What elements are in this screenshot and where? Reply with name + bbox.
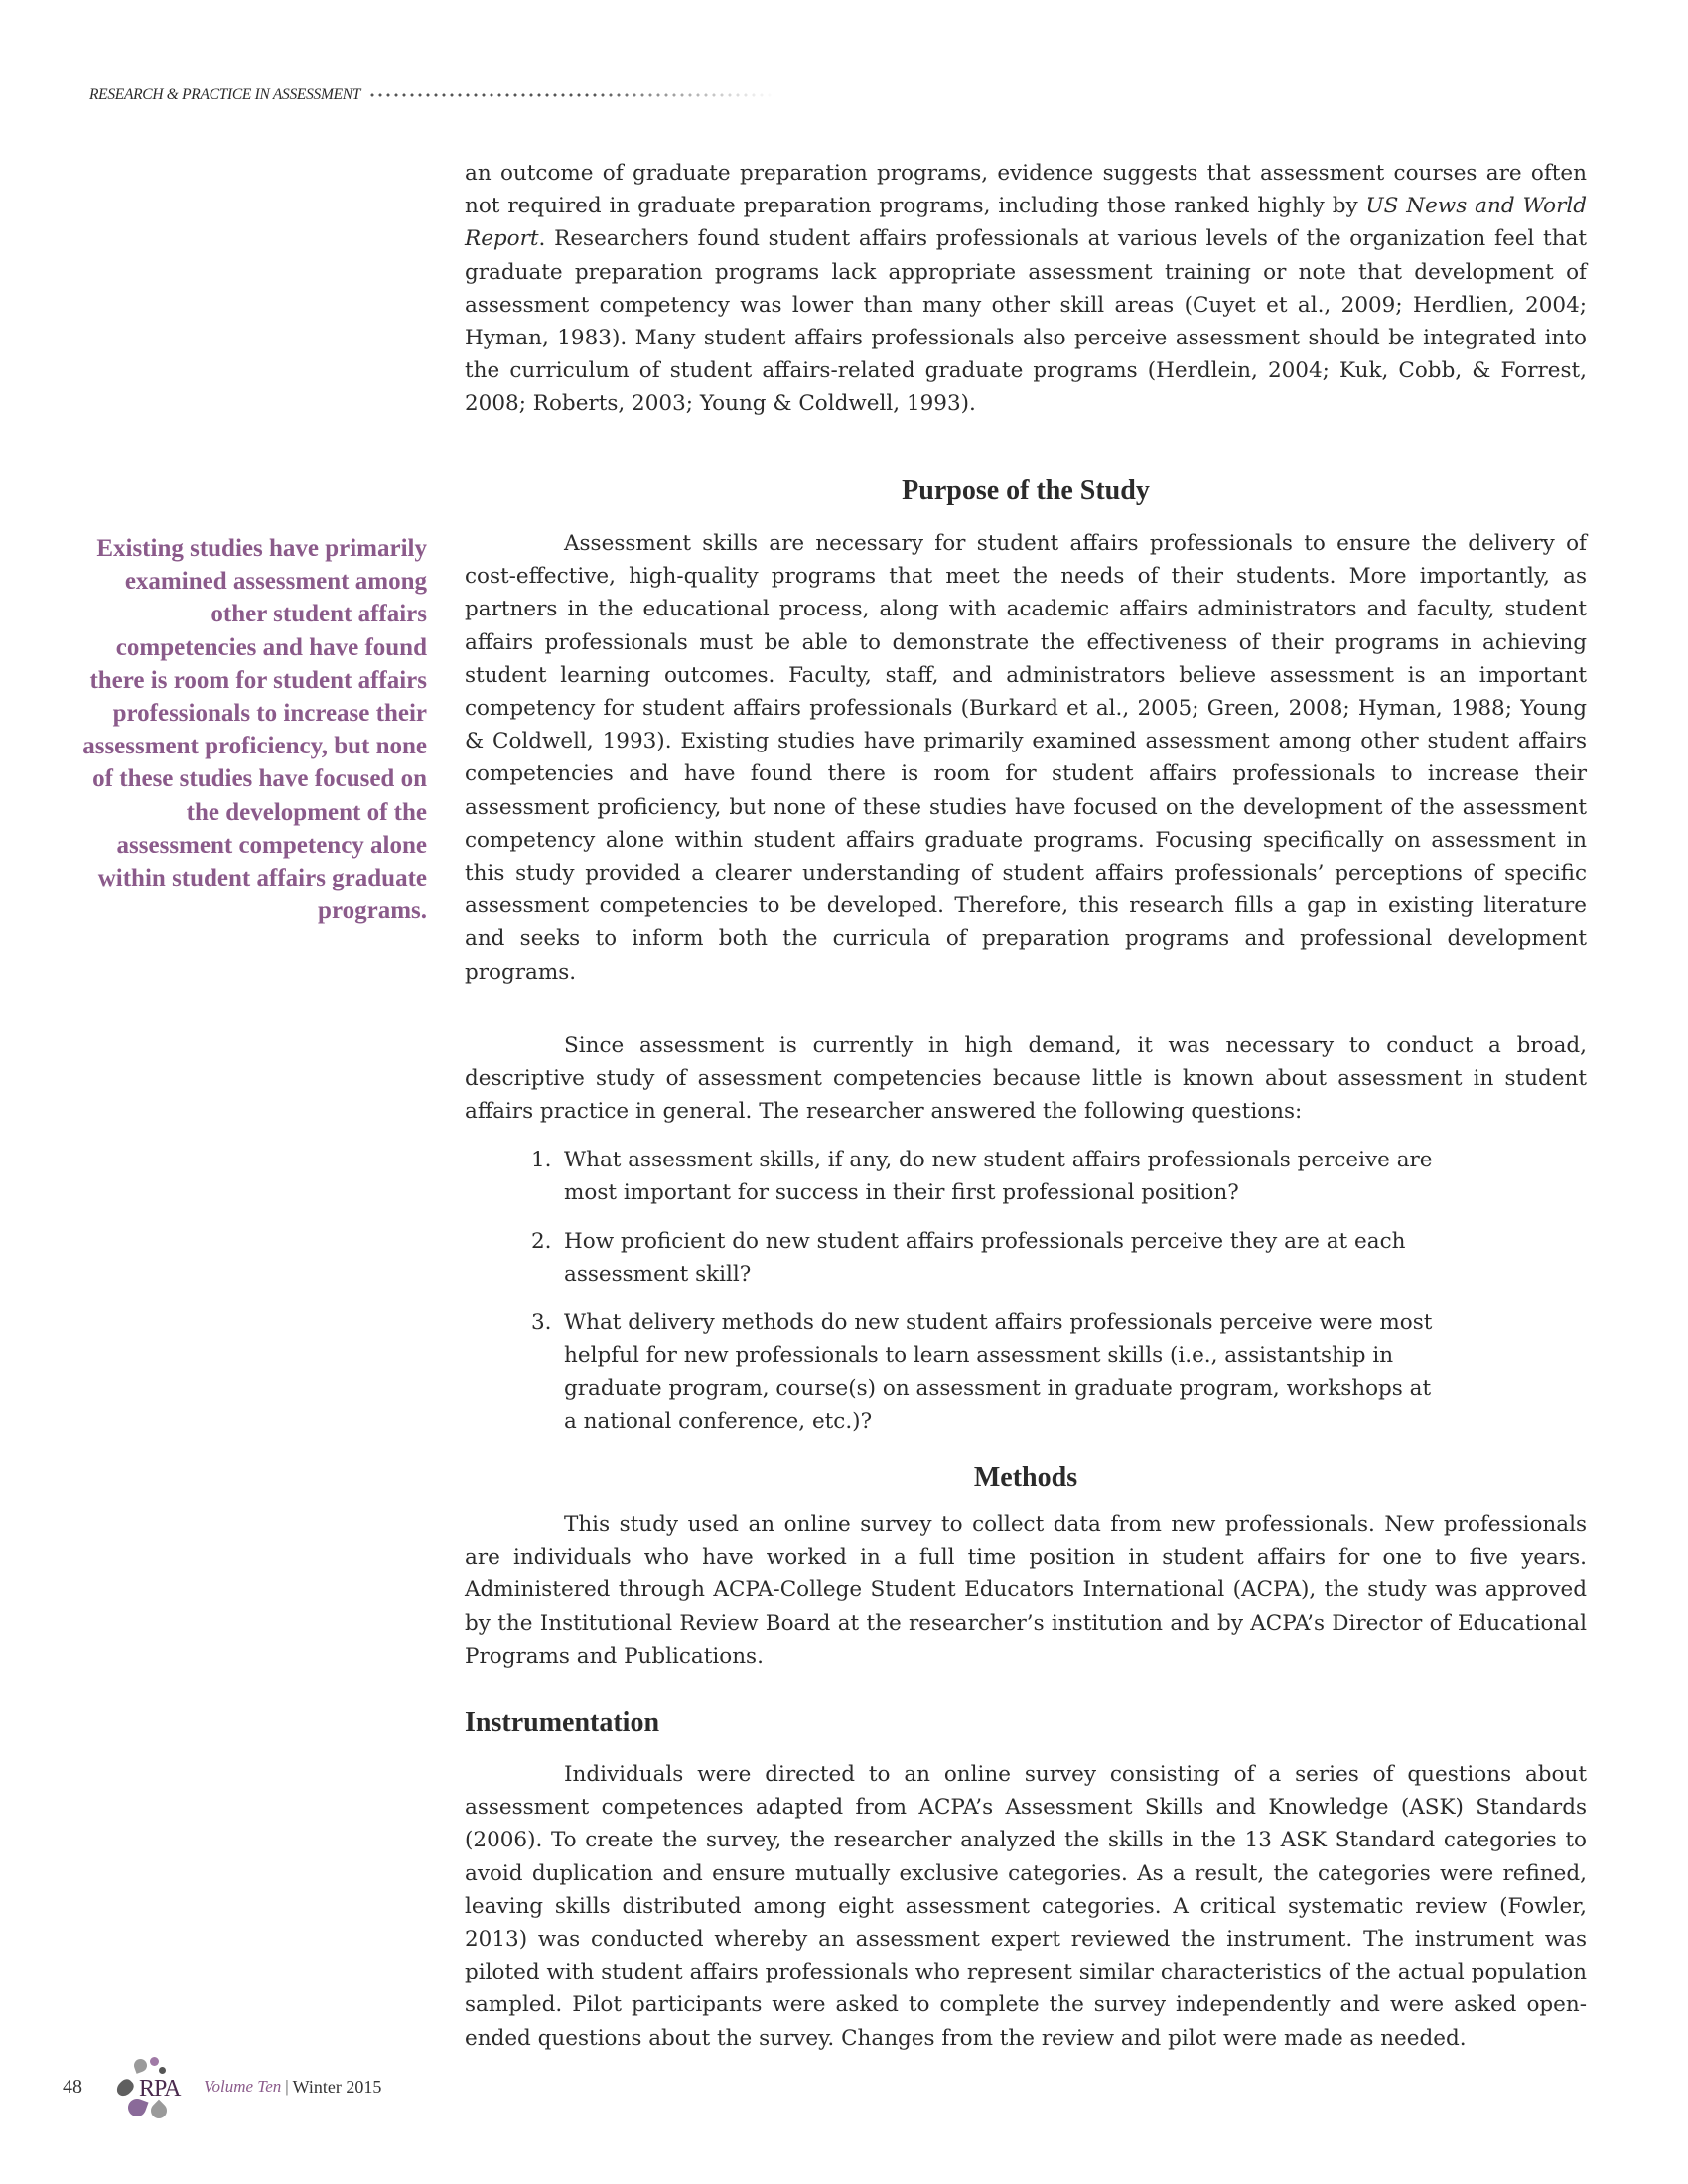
rpa-logo-icon [114, 2057, 196, 2116]
question-text: What assessment skills, if any, do new student affairs professionals perceive are most important for success in their first professional position? [564, 1148, 1433, 1205]
logo-petal [159, 2067, 166, 2074]
logo-petal [148, 2100, 171, 2122]
research-questions-list [531, 1144, 1445, 1453]
running-head [89, 83, 775, 107]
list-item [531, 1306, 1445, 1437]
intro-text-2: . Researchers found student affairs professionals at various levels of the organization feel that graduate preparation programs lack appropriate assessment training or note that development of assessment competency was lower than many other skill areas (Cuyet et al., 2009; Herdlien, 2004; Hyman, 1983). Many student affairs professionals also perceive assessment should be integrated into the curriculum of student affairs-related graduate programs (Herdlein, 2004; Kuk, Cobb, & Forrest, 2008; Roberts, 2003; Young & Coldwell, 1993). [465, 226, 1587, 417]
logo-petal [132, 2057, 149, 2074]
page-number: 48 [63, 2075, 82, 2098]
intro-paragraph [465, 157, 1587, 421]
logo-petal [114, 2077, 137, 2100]
paragraph-text: Assessment skills are necessary for student affairs professionals to ensure the delivery of cost-effective, high-quality programs that meet the needs of their students. More importantly, as partners in the educational process, along with academic affairs administrators and faculty, student affairs professionals must be able to demonstrate the effectiveness of their programs in achieving student learning outcomes. Faculty, staff, and administrators believe assessment is an important competency for student affairs professionals (Burkard et al., 2005; Green, 2008; Hyman, 1988; Young & Coldwell, 1993). Existing studies have primarily examined assessment among other student affairs competencies and have found there is room for student affairs professionals to increase their assessment proficiency, but none of these studies have focused on the development of the assessment competency alone within student affairs graduate programs. Focusing specifically on assessment in this study provided a clearer understanding of student affairs professionals’ perceptions of specific assessment competencies to be developed. Therefore, this research fills a gap in existing literature and seeks to inform both the curricula of preparation programs and professional development programs. [465, 531, 1587, 985]
list-item [531, 1225, 1445, 1291]
section-heading-methods: Methods [973, 1462, 1078, 1493]
logo-text: RPA [139, 2076, 181, 2102]
list-number: 3. [531, 1310, 552, 1335]
methods-paragraph [465, 1508, 1587, 1673]
subsection-heading-instrumentation: Instrumentation [465, 1707, 660, 1738]
list-item [531, 1144, 1445, 1209]
dotted-rule [368, 92, 775, 98]
paragraph-text: Since assessment is currently in high demand, it was necessary to conduct a broad, descriptive study of assessment competencies because little is known about assessment in student affairs practice in general. The researcher answered the following questions: [465, 1033, 1587, 1125]
issue-season: Winter 2015 [292, 2076, 382, 2097]
journal-title: RESEARCH & PRACTICE IN ASSESSMENT [89, 86, 361, 103]
question-text: What delivery methods do new student affairs professionals perceive were most helpful for new professionals to learn assessment skills (i.e., assistantship in graduate program, course(s) on assessment in graduate program, workshops at a national conference, etc.)? [564, 1310, 1433, 1433]
pull-quote: Existing studies have primarily examined assessment among other student affairs competencies and have found there is room for student affairs professionals to increase their assessment proficiency, but none of these studies have focused on the development of the assessment competency alone within student affairs graduate programs. [82, 535, 427, 925]
logo-petal [150, 2057, 159, 2066]
purpose-paragraph-2 [465, 1029, 1587, 1129]
separator: | [285, 2077, 289, 2096]
paragraph-text: Individuals were directed to an online survey consisting of a series of questions about assessment competences adapted from ACPA’s Assessment Skills and Knowledge (ASK) Standards (2006). To create the survey, the researcher analyzed the skills in the 13 ASK Standard categories to avoid duplication and ensure mutually exclusive categories. As a result, the categories were refined, leaving skills distributed among eight assessment categories. A critical systematic review (Fowler, 2013) was conducted whereby an assessment expert reviewed the instrument. The instrument was piloted with student affairs professionals who represent similar characteristics of the actual population sampled. Pilot participants were asked to complete the survey independently and were asked open-ended questions about the survey. Changes from the review and pilot were made as needed. [465, 1762, 1587, 2051]
paragraph-text: This study used an online survey to collect data from new professionals. New professionals are individuals who have worked in a full time position in student affairs for one to five years. Administered through ACPA-College Student Educators International (ACPA), the study was approved by the Institutional Review Board at the researcher’s institution and by ACPA’s Director of Educational Programs and Publications. [465, 1512, 1587, 1669]
section-heading-purpose: Purpose of the Study [902, 476, 1150, 506]
question-text: How proficient do new student affairs professionals perceive they are at each assessment skill? [564, 1229, 1406, 1287]
purpose-paragraph-1 [465, 527, 1587, 989]
publication-title: US News and World Report [465, 194, 1587, 252]
volume-label: Volume Ten [204, 2077, 282, 2096]
page-footer [63, 2057, 381, 2116]
list-number: 1. [531, 1148, 552, 1172]
list-number: 2. [531, 1229, 552, 1254]
intro-text-1: an outcome of graduate preparation programs, evidence suggests that assessment courses are often not required in graduate preparation programs, including those ranked highly by [465, 161, 1587, 219]
instrumentation-paragraph [465, 1758, 1587, 2055]
